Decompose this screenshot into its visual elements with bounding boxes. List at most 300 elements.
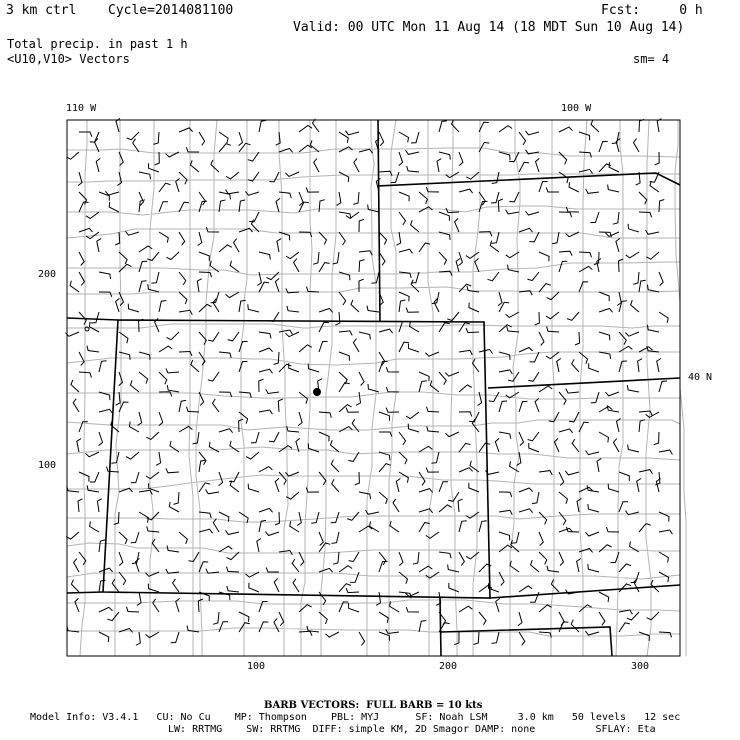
wind-barb — [539, 471, 552, 475]
wind-barb — [206, 490, 219, 494]
wind-barb — [99, 540, 105, 552]
wind-barb — [239, 143, 251, 152]
wind-barb — [638, 359, 643, 372]
wind-barb — [292, 559, 299, 572]
wind-barb — [577, 499, 581, 512]
wind-barb — [619, 502, 628, 512]
wind-barb — [459, 189, 473, 193]
wind-barb — [176, 598, 180, 612]
wind-barb — [159, 346, 172, 352]
wind-barb — [131, 380, 140, 392]
wind-barb — [307, 287, 320, 292]
wind-barb — [492, 172, 499, 184]
wind-barb — [119, 552, 123, 566]
wind-barb — [159, 202, 168, 212]
wind-barb — [491, 192, 499, 203]
wind-barb — [579, 152, 591, 158]
wind-barb — [419, 509, 433, 513]
wind-barb — [528, 372, 539, 381]
wind-barb — [179, 400, 186, 412]
wind-barb — [566, 389, 579, 394]
wind-barb — [339, 272, 350, 280]
wind-barb — [79, 132, 92, 137]
valid-time: Valid: 00 UTC Mon 11 Aug 14 (18 MDT Sun 10 Aug 14) — [293, 20, 685, 35]
wind-barb — [339, 427, 352, 432]
wind-barb — [588, 504, 599, 512]
wind-barb — [139, 512, 148, 523]
wind-barb — [133, 139, 139, 152]
wind-barb — [314, 159, 319, 172]
wind-barb — [479, 350, 493, 354]
wind-barb — [127, 132, 139, 140]
wind-barb — [406, 150, 420, 154]
wind-barb — [614, 439, 620, 452]
wind-barb — [496, 598, 500, 612]
wind-barb — [219, 546, 232, 552]
wind-barb — [226, 172, 239, 179]
wind-barb — [396, 479, 400, 493]
wind-barb — [319, 263, 330, 272]
wind-barb — [631, 300, 639, 312]
wind-barb — [559, 127, 573, 132]
wind-barb — [539, 552, 547, 564]
wind-barb — [79, 272, 84, 285]
wind-barb — [206, 569, 219, 574]
wind-barb — [319, 612, 327, 624]
wind-barb — [99, 361, 107, 372]
wind-barb — [277, 239, 281, 252]
wyoming-colorado-border — [67, 318, 118, 320]
wind-barb — [167, 252, 180, 260]
wind-barb — [339, 292, 346, 305]
wind-barb — [539, 532, 543, 546]
wind-barb — [259, 379, 264, 392]
wind-barb — [449, 583, 459, 592]
wind-barb — [519, 291, 532, 295]
vector-title: <U10,V10> Vectors — [7, 52, 130, 66]
wind-barb — [111, 452, 119, 463]
wind-barb — [99, 409, 113, 413]
wind-barb — [659, 272, 663, 286]
wind-barb — [199, 512, 211, 518]
wind-barb — [227, 567, 240, 572]
wind-barb — [628, 224, 639, 232]
wind-barb — [71, 380, 79, 392]
wind-barb — [319, 432, 329, 441]
wind-barb — [339, 584, 351, 592]
wind-barb — [299, 192, 303, 206]
wind-barb — [659, 312, 668, 323]
wind-barb — [366, 510, 380, 514]
wind-barb — [479, 612, 486, 625]
wind-barb — [167, 385, 179, 392]
wind-barb — [171, 632, 179, 643]
wind-barb — [99, 568, 113, 572]
wind-barb — [430, 381, 439, 393]
wind-barb — [179, 532, 187, 544]
wind-barb — [199, 252, 209, 261]
wind-barb — [213, 399, 220, 412]
wind-barb — [399, 272, 411, 278]
wind-barb — [565, 471, 579, 475]
wind-barb — [353, 192, 359, 204]
wind-barb — [126, 452, 139, 459]
wind-barb — [599, 592, 609, 602]
wind-barb — [129, 422, 139, 432]
wind-barb — [419, 381, 427, 392]
wind-barb — [299, 552, 304, 566]
wind-barb — [339, 331, 352, 336]
wind-barb — [559, 512, 566, 525]
wind-barb — [437, 159, 441, 172]
wind-barb — [589, 363, 599, 372]
wind-barb — [339, 232, 345, 245]
wind-barb — [339, 405, 352, 412]
wind-barb — [479, 521, 487, 532]
wind-barb — [539, 605, 552, 612]
wind-barb — [475, 258, 479, 272]
wind-barb — [107, 612, 119, 621]
wind-barb — [139, 261, 147, 272]
wind-barb — [445, 432, 459, 437]
wind-barb — [499, 532, 510, 540]
wind-barb — [419, 523, 430, 532]
wind-barb — [559, 492, 568, 504]
y-tick-100: 100 — [38, 460, 57, 471]
wind-barb — [646, 230, 660, 234]
wind-barb — [498, 199, 503, 212]
wind-barb — [628, 445, 639, 452]
wind-barb — [96, 159, 100, 173]
wind-barb — [432, 292, 439, 304]
wind-barb — [138, 412, 142, 426]
wind-barb — [152, 539, 159, 552]
wind-barb — [399, 572, 408, 584]
wind-barb — [339, 172, 349, 182]
wind-barb — [547, 566, 559, 572]
wind-barb — [459, 323, 470, 332]
wind-barb — [274, 619, 279, 633]
wind-barb — [279, 149, 293, 153]
wind-barb — [399, 249, 413, 253]
wind-barb — [278, 399, 283, 412]
wind-barb — [519, 132, 526, 145]
wind-barb — [499, 572, 504, 586]
wind-barb — [332, 532, 340, 543]
wind-barb — [179, 272, 186, 285]
wind-barb — [390, 601, 399, 612]
wind-barb — [159, 372, 167, 384]
wind-barb — [86, 212, 99, 219]
wind-barb — [613, 212, 619, 224]
wind-barb — [279, 472, 286, 485]
wind-barb — [469, 303, 479, 312]
wind-barb — [634, 139, 640, 152]
wind-barb — [639, 280, 646, 292]
wind-barb — [131, 472, 139, 483]
wind-barb — [599, 292, 609, 301]
wind-barb — [332, 479, 339, 492]
wind-barb — [89, 322, 99, 332]
wind-barb — [259, 622, 268, 632]
wind-barb — [626, 252, 639, 258]
wind-barb — [639, 192, 647, 204]
x-tick-100: 100 — [247, 661, 266, 672]
wind-barb — [659, 512, 669, 522]
wind-barb — [657, 359, 661, 373]
wind-barb — [90, 472, 99, 482]
wind-barb — [408, 424, 419, 432]
wind-barb — [275, 512, 280, 525]
wind-barb — [499, 401, 507, 412]
wind-barb — [79, 252, 84, 266]
wind-barb — [368, 384, 379, 392]
wind-barb — [306, 487, 319, 492]
wind-barb — [286, 252, 299, 259]
wind-barb — [406, 308, 419, 313]
wind-barb — [153, 599, 159, 612]
wind-barb — [99, 192, 109, 201]
wind-barb — [265, 532, 279, 536]
wind-barb — [386, 408, 399, 413]
wind-barb — [569, 182, 579, 192]
wind-barb — [186, 147, 199, 152]
county-boundaries — [67, 120, 686, 656]
wind-barb — [426, 572, 439, 578]
wind-barb — [148, 284, 159, 292]
wind-barb — [379, 561, 388, 572]
wind-barb — [627, 385, 639, 392]
latitude-label-40n: 40 N — [688, 372, 713, 383]
wind-barb — [655, 472, 660, 485]
wind-barb — [368, 205, 379, 212]
wind-barb — [659, 530, 672, 534]
utah-colorado-border — [67, 592, 103, 593]
wind-barb — [459, 521, 467, 532]
wind-barb — [599, 612, 605, 625]
wind-barb — [337, 192, 341, 205]
wind-barb — [289, 363, 299, 372]
wind-barb — [139, 352, 150, 360]
wind-barb — [648, 285, 660, 292]
wind-barb — [466, 252, 479, 258]
wind-barb — [608, 484, 619, 492]
county-lines — [67, 120, 686, 656]
wind-barb — [391, 172, 400, 183]
wind-barb — [127, 607, 140, 612]
wind-barb — [459, 152, 463, 166]
wind-barb — [591, 392, 599, 403]
wind-barb — [219, 622, 228, 632]
wind-barb — [276, 132, 281, 145]
wind-barb — [179, 426, 192, 432]
wind-barb — [579, 282, 588, 292]
wind-barb — [259, 348, 273, 352]
wind-barb — [219, 192, 231, 199]
wind-barb — [579, 266, 592, 272]
wind-barb — [459, 552, 464, 565]
wind-barb — [359, 632, 365, 645]
wind-barb — [399, 212, 406, 225]
wind-barb — [410, 322, 420, 333]
wind-barb — [459, 350, 472, 354]
wind-barb — [297, 512, 301, 526]
wind-barb — [326, 632, 340, 637]
wind-barb — [657, 119, 661, 132]
wind-barb — [458, 499, 463, 512]
wind-barb — [99, 632, 109, 642]
wind-barb — [146, 432, 159, 439]
wind-barb — [527, 272, 539, 281]
wind-barb — [146, 632, 159, 638]
wind-barb — [619, 259, 624, 272]
wind-barb — [459, 385, 472, 392]
wind-barb — [259, 602, 268, 613]
wind-barb — [605, 392, 619, 396]
wind-barb — [219, 429, 233, 433]
wind-barb — [474, 632, 479, 645]
wind-barb — [353, 339, 359, 352]
wind-barb — [99, 580, 106, 592]
wind-barb — [359, 332, 370, 339]
wind-barb — [179, 232, 185, 245]
wind-barb — [386, 387, 399, 392]
wind-barb — [579, 487, 593, 492]
wind-barb — [229, 472, 239, 482]
wind-barb — [167, 546, 179, 553]
wind-barb — [199, 483, 210, 492]
wind-barb — [459, 606, 472, 612]
wind-barb — [117, 172, 121, 186]
wind-barb — [70, 281, 79, 292]
wind-barb — [306, 187, 319, 192]
x-tick-300: 300 — [631, 661, 650, 672]
wind-barb — [351, 300, 359, 312]
wind-barb — [319, 200, 325, 212]
wind-barb — [599, 545, 612, 552]
wind-barb — [399, 472, 408, 483]
wind-barb — [479, 142, 489, 152]
wind-barb — [579, 169, 593, 173]
wind-barb — [79, 352, 84, 366]
wind-barb — [73, 399, 79, 412]
wind-barb — [227, 586, 239, 592]
wind-barb — [637, 479, 641, 493]
wind-barb — [66, 532, 79, 539]
wind-barb — [439, 372, 446, 385]
wind-barb — [546, 187, 559, 192]
wind-barb — [439, 271, 452, 276]
wind-barb — [386, 367, 399, 372]
wind-barb — [199, 192, 205, 205]
wind-barb — [379, 232, 387, 245]
wind-barb — [346, 588, 359, 593]
wind-barb — [539, 252, 549, 261]
wind-barb — [274, 352, 279, 365]
wind-barb — [197, 279, 201, 292]
wind-barb — [259, 467, 272, 472]
y-tick-200: 200 — [38, 269, 57, 280]
wind-barb — [448, 492, 459, 501]
wind-barb — [99, 432, 103, 446]
wind-barb — [525, 211, 539, 215]
wind-barb — [136, 632, 141, 645]
wind-barb — [459, 412, 472, 417]
wind-barb — [659, 381, 667, 392]
wind-barb — [275, 278, 279, 292]
wind-barb — [331, 460, 339, 472]
wind-barb — [586, 189, 599, 193]
wind-barb — [555, 438, 560, 452]
wind-barb — [539, 386, 552, 392]
wind-barb — [419, 566, 432, 572]
wind-barb — [359, 251, 372, 256]
wind-barb — [588, 564, 599, 572]
wind-barb — [411, 132, 419, 143]
wind-barb — [552, 232, 559, 244]
wind-barb — [99, 272, 111, 279]
wind-barb — [639, 632, 649, 641]
field-title: Total precip. in past 1 h — [7, 37, 188, 51]
wind-barb — [439, 212, 449, 221]
wind-barb — [539, 512, 547, 524]
wind-barb — [529, 443, 539, 452]
wind-barb — [199, 460, 206, 472]
wind-barb — [310, 140, 319, 152]
wind-barb — [259, 508, 273, 512]
wind-barb — [396, 232, 400, 245]
wind-barb — [159, 232, 168, 243]
wind-barb — [579, 352, 588, 364]
wind-barb — [519, 509, 533, 513]
wind-barb — [559, 261, 567, 272]
wind-barb — [319, 309, 333, 313]
wind-barb — [639, 119, 644, 132]
wind-barb — [287, 306, 299, 312]
wind-barb — [466, 552, 479, 559]
wind-barb — [619, 472, 629, 481]
forecast-hour: Fcst: 0 h — [601, 3, 703, 18]
wind-barb — [419, 192, 427, 204]
wind-barb — [226, 190, 239, 194]
wind-barb — [546, 312, 559, 319]
wind-barb — [639, 420, 645, 432]
wind-barb — [531, 560, 539, 572]
wind-barb — [479, 443, 490, 452]
wind-barb — [339, 383, 350, 392]
wind-barb — [119, 572, 126, 585]
wind-barb — [519, 401, 528, 412]
wind-barb — [535, 312, 540, 325]
wind-barb — [249, 212, 259, 222]
wind-barb — [319, 532, 323, 546]
wind-barb — [406, 412, 419, 419]
wind-barb — [399, 132, 409, 142]
wind-barb — [434, 299, 439, 313]
wind-barb — [90, 521, 99, 532]
wind-barb — [547, 292, 560, 300]
wind-barb — [599, 309, 613, 313]
wind-barb — [559, 251, 572, 256]
wind-barb — [349, 552, 360, 562]
wind-barbs — [65, 118, 672, 645]
wind-barb — [466, 172, 479, 179]
wind-barb — [230, 441, 239, 452]
wind-barb — [379, 612, 388, 623]
wind-barb — [499, 432, 511, 439]
wind-barb — [346, 408, 359, 413]
wind-barb — [399, 432, 406, 445]
